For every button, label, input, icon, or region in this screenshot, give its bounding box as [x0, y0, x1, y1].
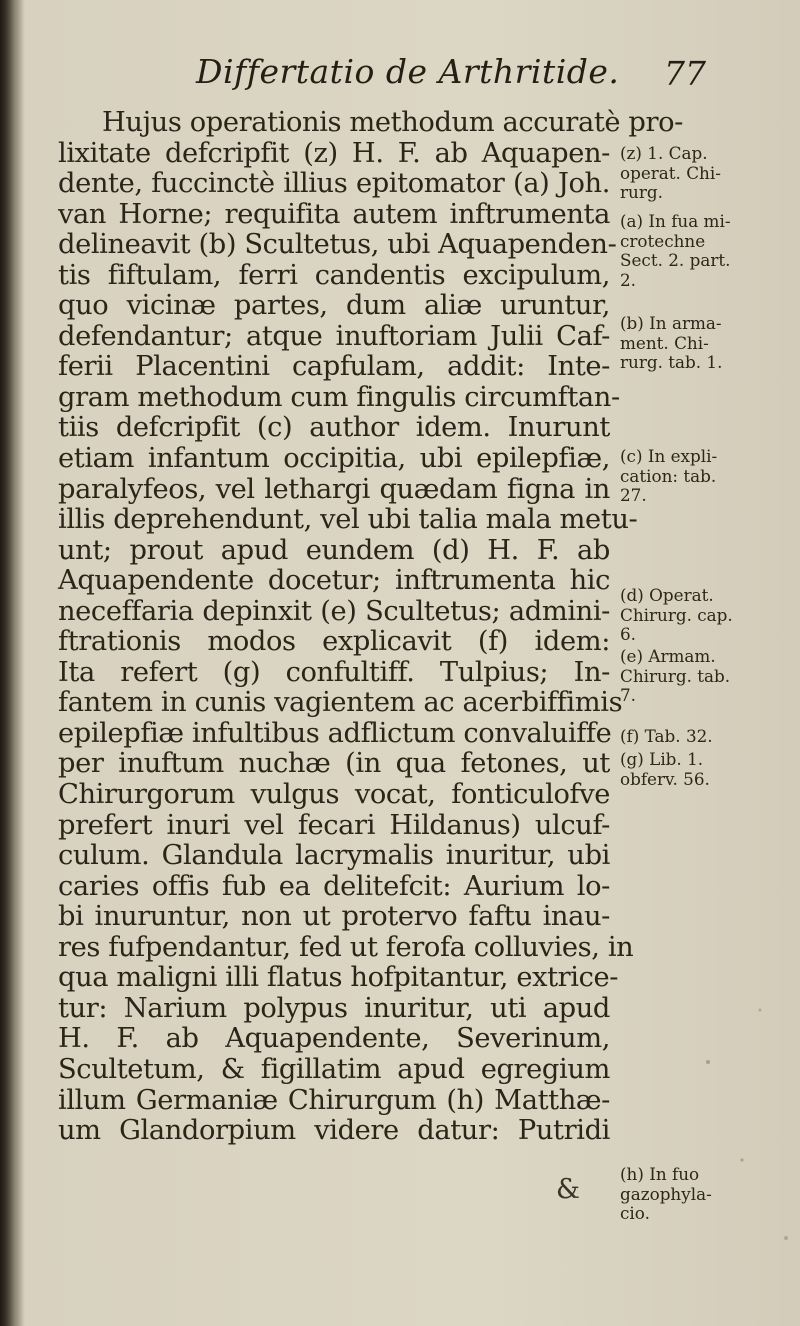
text-line: Scultetum, & figillatim apud egregium — [58, 1053, 610, 1085]
text-line: prefert inuri vel fecari Hildanus) ulcuf- — [58, 809, 610, 841]
margin-note — [620, 1165, 712, 1224]
margin-note-line: 2. — [620, 269, 637, 290]
text-line: defendantur; atque inuftoriam Julii Caf- — [58, 320, 610, 352]
text-line: unt; prout apud eundem (d) H. F. ab — [58, 534, 610, 566]
margin-note — [620, 586, 733, 645]
text-line: Ita refert (g) confultiff. Tulpius; In- — [58, 656, 610, 688]
text-line: H. F. ab Aquapendente, Severinum, — [58, 1023, 610, 1055]
page-number: 77 — [664, 54, 706, 93]
margin-note-line: gazophyla- — [620, 1183, 712, 1204]
text-line: um Glandorpium videre datur: Putridi — [58, 1115, 610, 1147]
margin-note-line: (g) Lib. 1. — [620, 749, 704, 769]
text-line: res fufpendantur, fed ut ferofa colluvies, in — [58, 931, 634, 963]
margin-note-line: cio. — [620, 1203, 650, 1223]
text-line: tur: Narium polypus inuritur, uti apud — [58, 992, 610, 1024]
margin-note-line: (c) In expli- — [620, 446, 718, 466]
text-line: illis deprehendunt, vel ubi talia mala metu- — [58, 504, 638, 536]
margin-note-line: operat. Chi- — [620, 162, 721, 183]
text-line: paralyfeos, vel lethargi quædam figna in — [58, 473, 610, 505]
text-line: lixitate defcripfit (z) H. F. ab Aquapen- — [58, 137, 610, 169]
margin-note-line: (e) Armam. — [620, 646, 716, 666]
text-line: caries offis fub ea delitefcit: Aurium lo- — [58, 870, 610, 902]
margin-note-line: Chirurg. cap. — [620, 604, 733, 625]
binding-gutter — [0, 0, 24, 1326]
margin-note — [620, 314, 722, 373]
text-line: Hujus operationis methodum accuratè pro- — [102, 107, 683, 138]
text-line: per inuftum nuchæ (in qua fetones, ut — [58, 748, 610, 780]
text-line: ferii Placentini capfulam, addit: Inte- — [58, 351, 610, 383]
margin-note — [620, 212, 731, 290]
text-line: gram methodum cum fingulis circumftan- — [58, 381, 620, 413]
margin-note-line: (d) Operat. — [620, 585, 714, 605]
margin-note-line: (z) 1. Cap. — [620, 143, 708, 163]
text-line: Aquapendente docetur; inftrumenta hic — [58, 565, 610, 597]
margin-note-line: cation: tab. — [620, 465, 717, 486]
margin-note-line: rurg. tab. 1. — [620, 352, 723, 372]
text-line: qua maligni illi flatus hofpitantur, extrice- — [58, 962, 619, 994]
margin-note-line: (h) In fuo — [620, 1164, 700, 1184]
margin-note-line: ment. Chi- — [620, 332, 709, 353]
margin-note-line: crotechne — [620, 230, 706, 251]
margin-note-line: 27. — [620, 485, 647, 505]
text-line: bi inuruntur, non ut protervo faftu inau- — [58, 901, 610, 933]
margin-note — [620, 647, 730, 706]
text-line: neceffaria depinxit (e) Scultetus; admini- — [58, 595, 610, 627]
margin-note-line: Sect. 2. part. — [620, 250, 731, 270]
text-line: fantem in cunis vagientem ac acerbiffimis — [58, 687, 623, 719]
running-title: Differtatio de Arthritide. — [196, 52, 620, 91]
margin-note-line: 6. — [620, 624, 637, 644]
text-line: tis fiftulam, ferri candentis excipulum, — [58, 259, 610, 291]
text-line: ftrationis modos explicavit (f) idem: — [58, 626, 610, 658]
text-line: culum. Glandula lacrymalis inuritur, ubi — [58, 840, 610, 872]
margin-note-line: 7. — [620, 685, 637, 705]
margin-note — [620, 750, 710, 789]
margin-note-line: (b) In arma- — [620, 313, 722, 333]
text-line: Chirurgorum vulgus vocat, fonticulofve — [58, 779, 610, 811]
text-line: tiis defcripfit (c) author idem. Inurunt — [58, 412, 610, 444]
margin-note-line: (a) In fua mi- — [620, 211, 731, 231]
text-line: van Horne; requifita autem inftrumenta — [58, 198, 610, 230]
text-line: etiam infantum occipitia, ubi epilepfiæ, — [58, 443, 610, 475]
text-line: delineavit (b) Scultetus, ubi Aquapenden- — [58, 229, 617, 261]
margin-note — [620, 144, 721, 203]
margin-note — [620, 727, 713, 747]
margin-note-line: rurg. — [620, 182, 663, 202]
text-line: dente, fuccinctè illius epitomator (a) Joh. — [58, 168, 610, 200]
catchword: & — [556, 1174, 581, 1205]
page-header — [0, 52, 800, 102]
margin-note-line: obferv. 56. — [620, 768, 710, 789]
text-line: illum Germaniæ Chirurgum (h) Matthæ- — [58, 1084, 610, 1116]
margin-note-line: (f) Tab. 32. — [620, 726, 713, 746]
margin-note-line: Chirurg. tab. — [620, 665, 731, 686]
text-line: quo vicinæ partes, dum aliæ uruntur, — [58, 290, 610, 322]
text-line: epilepfiæ infultibus adflictum convaluiffe — [58, 717, 612, 749]
margin-note — [620, 447, 717, 506]
